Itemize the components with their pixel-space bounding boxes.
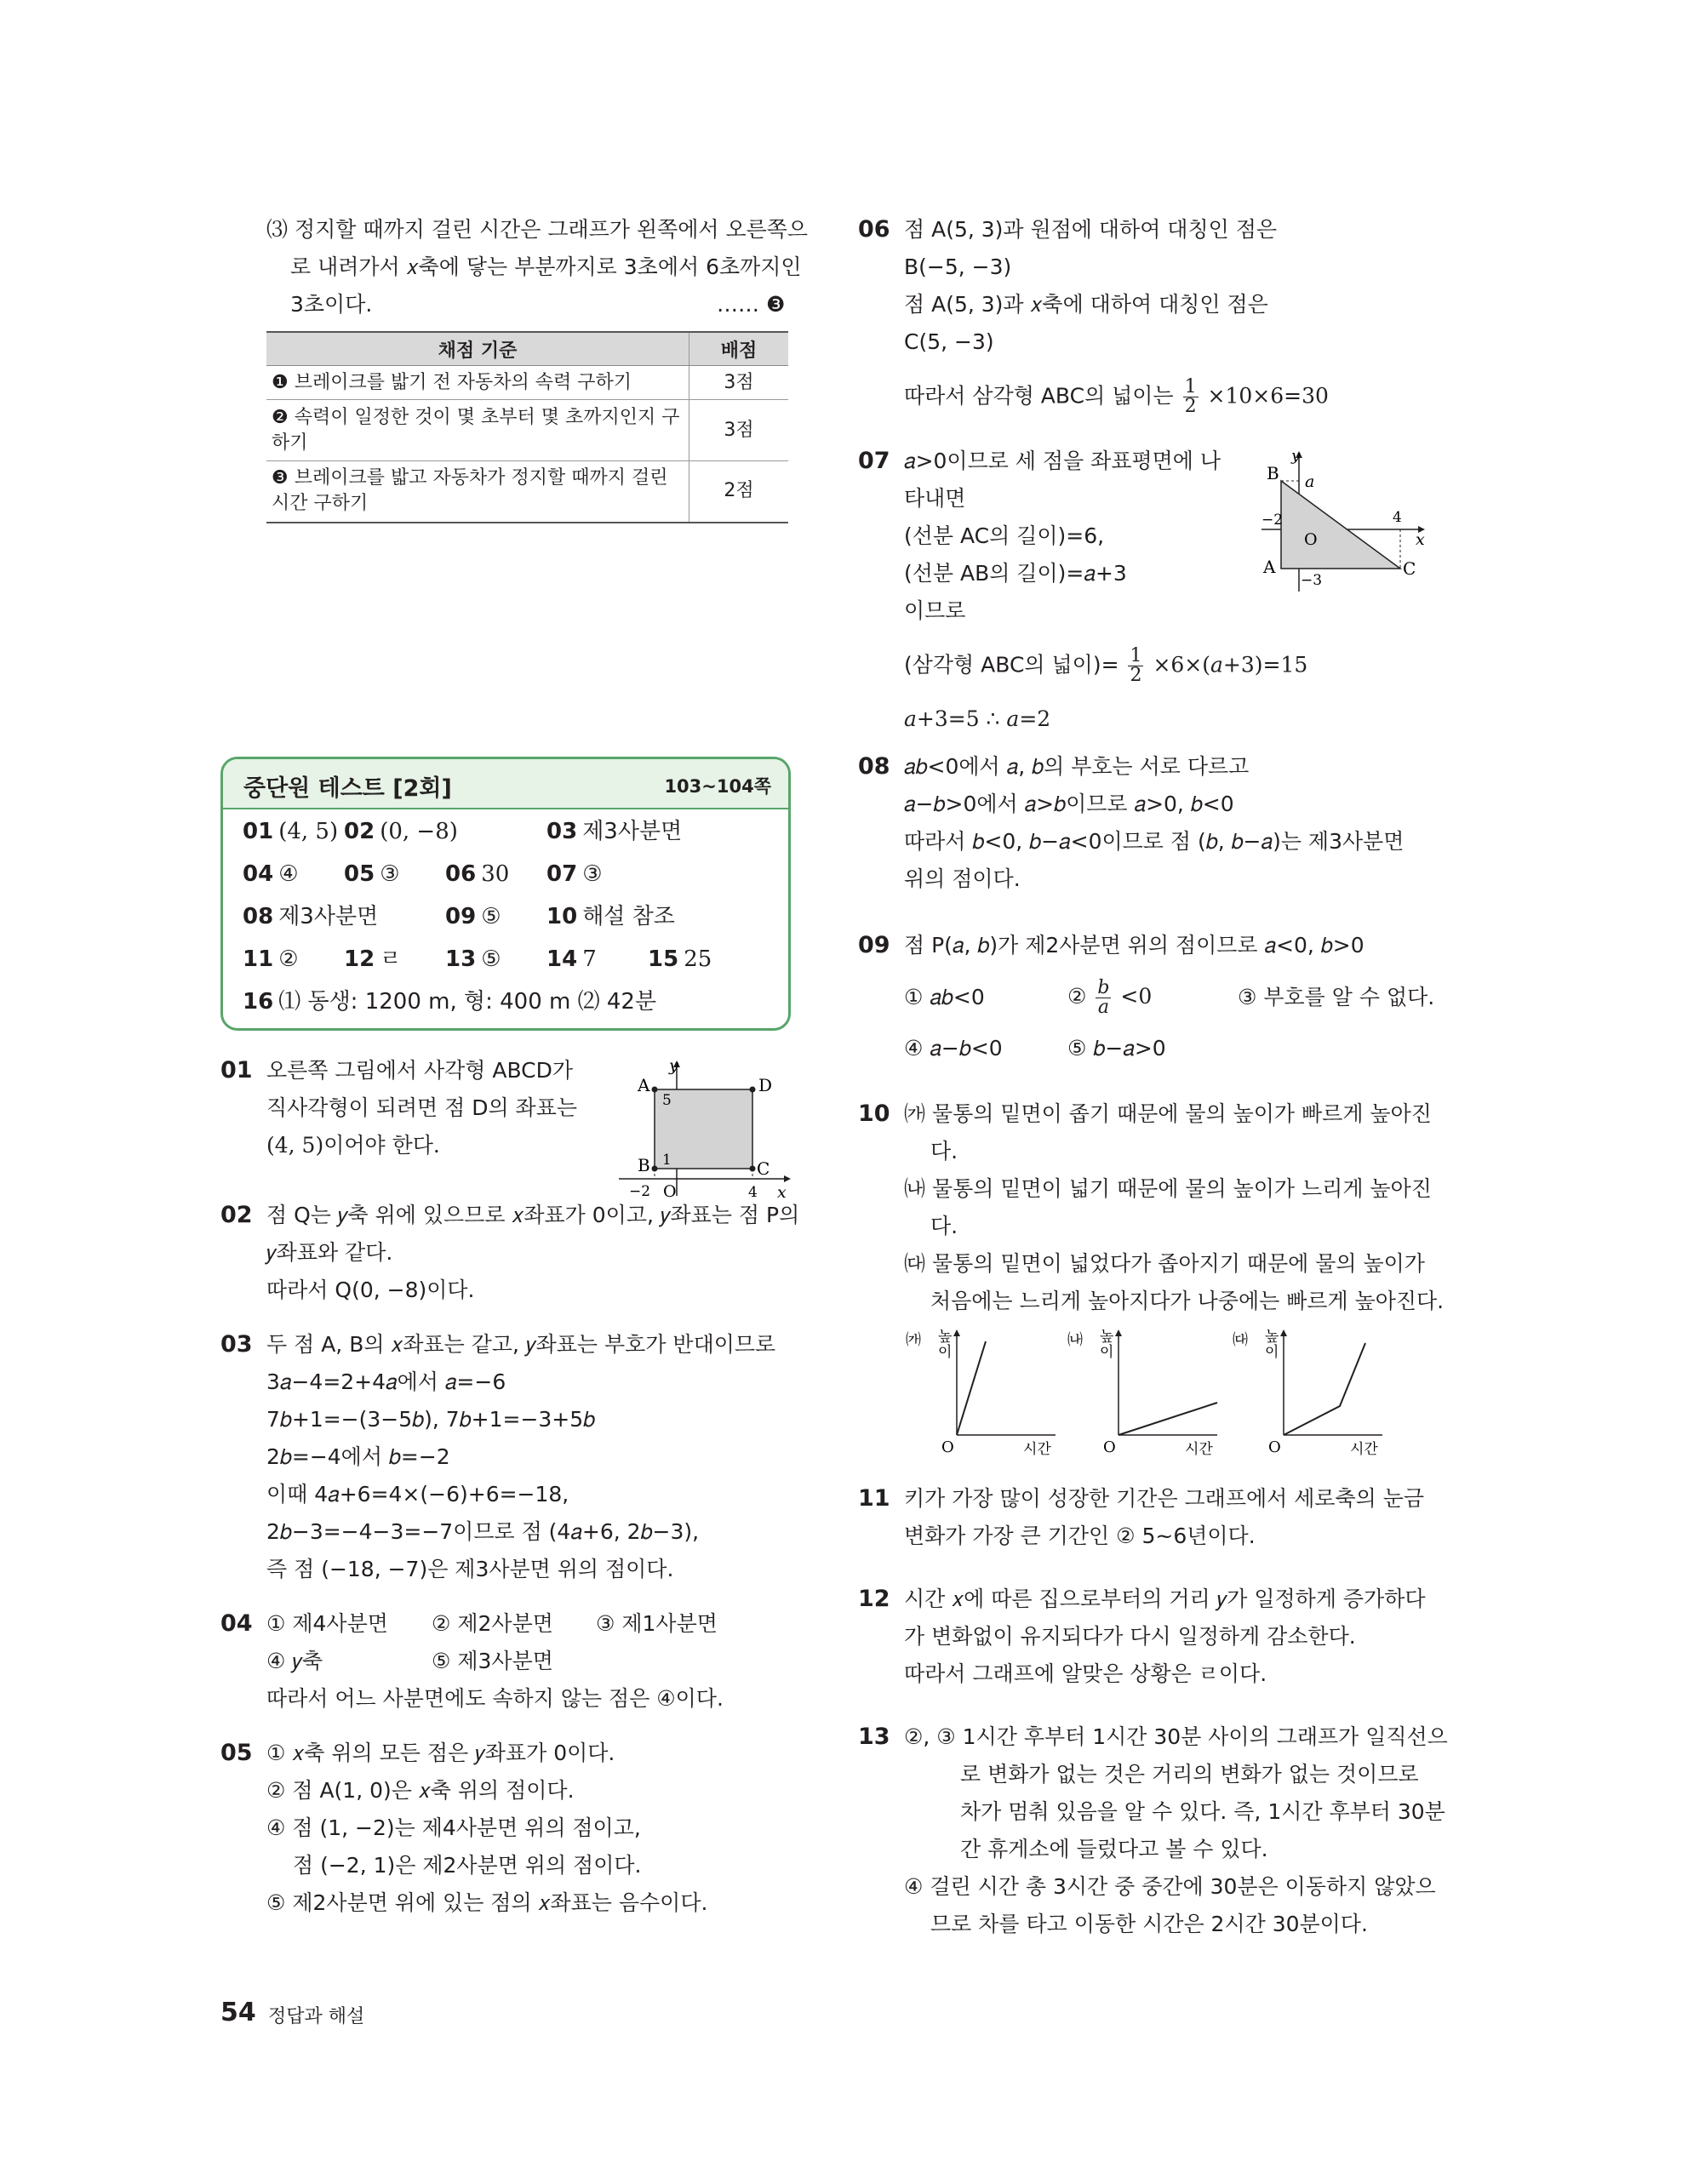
fig01-1: 1 [662,1152,672,1169]
answer-item: 12 ㄹ [344,946,402,972]
question-number: 07 [858,448,890,474]
fig07-B: B [1267,463,1279,483]
solution-line: ④ 점 (1, −2)는 제4사분면 위의 점이고, [266,1815,641,1840]
solution-line: 변화가 가장 큰 기간인 ② 5~6년이다. [904,1524,1256,1548]
solution-line: 오른쪽 그림에서 사각형 ABCD가 [266,1058,574,1083]
score-points: 3점 [689,366,789,400]
option-item: ② $\frac{\text{𝑏}}{\text{𝑎}}$ <0 [1067,976,1153,1018]
solution-line: (선분 AC의 길이)=6, [904,523,1105,548]
option-item: ④ 𝑦축 [266,1649,323,1673]
question-number: 04 [220,1610,253,1637]
solution-line: 시간 𝑥에 따른 집으로부터의 거리 𝑦가 일정하게 증가하다 [904,1587,1426,1611]
option-item: ② 제2사분면 [432,1611,553,1636]
answer-item: 08 제3사분면 [243,904,379,929]
page-number: 54 [220,1998,256,2027]
answer-item: 10 해설 참조 [546,904,675,929]
solution-line: 따라서 삼각형 ABC의 넓이는 $\frac{1}{2}$ ×10×6=30 [904,376,1329,417]
score-criterion: ❶ 브레이크를 밟기 전 자동차의 속력 구하기 [266,366,689,400]
fig07-y: y [1291,447,1301,465]
solution-line: 두 점 A, B의 𝑥좌표는 같고, 𝑦좌표는 부호가 반대이므로 [266,1332,776,1357]
footer-label: 정답과 해설 [268,2006,365,2027]
solution-line: 7𝑏+1=−(3−5𝑏), 7𝑏+1=−3+5𝑏 [266,1407,596,1432]
svg-text:높: 높 [1265,1329,1279,1346]
svg-text:이: 이 [938,1344,953,1361]
solution-line: ② 점 A(1, 0)은 𝑥축 위의 점이다. [266,1778,575,1803]
solution-line: 이때 4𝑎+6=4×(−6)+6=−18, [266,1482,569,1507]
solution-line: 𝑎𝑏<0에서 𝑎, 𝑏의 부호는 서로 다르고 [904,754,1250,779]
option-item: ③ 부호를 알 수 없다. [1238,985,1435,1009]
answer-item: 11 ② [243,946,299,972]
table-row [266,366,788,400]
question-number: 08 [858,753,890,780]
svg-text:이: 이 [1100,1344,1114,1361]
svg-text:O: O [941,1438,954,1456]
test-box-header [223,759,788,809]
solution-line: 간 휴게소에 들렀다고 볼 수 있다. [960,1837,1268,1861]
fig01-C: C [757,1158,770,1179]
fig01-A: A [638,1075,650,1095]
fraction: $\frac{\text{𝑏}}{\text{𝑎}}$ [1097,976,1110,1018]
solution-line: 직사각형이 되려면 점 D의 좌표는 [266,1095,577,1120]
solution-line: 점 Q는 𝑦축 위에 있으므로 𝑥좌표가 0이고, 𝑦좌표는 점 P의 [266,1203,800,1227]
solution-line: 𝑎−𝑏>0에서 𝑎>𝑏이므로 𝑎>0, 𝑏<0 [904,792,1234,816]
answer-item: 01 (4, 5) [243,819,339,844]
fig07-a: a [1305,472,1315,491]
solution-line: 점 A(5, 3)과 𝑥축에 대하여 대칭인 점은 [904,292,1268,317]
solution-line: 2𝑏=−4에서 𝑏=−2 [266,1444,450,1469]
fig07-x: x [1416,530,1425,549]
table-row [266,400,788,461]
solution-line: B(−5, −3) [904,254,1012,279]
solution-line: 위의 점이다. [904,866,1021,891]
prev-line-1: ⑶ 정지할 때까지 걸린 시간은 그래프가 왼쪽에서 오른쪽으 [266,217,809,242]
answer-item: 04 ④ [243,861,299,887]
option-item: ⑤ 𝑏−𝑎>0 [1067,1036,1166,1061]
solution-line: 점 P(𝑎, 𝑏)가 제2사분면 위의 점이므로 𝑎<0, 𝑏>0 [904,933,1364,958]
svg-text:이: 이 [1265,1344,1279,1361]
score-points: 2점 [689,461,789,523]
solution-line: ②, ③ 1시간 후부터 1시간 30분 사이의 그래프가 일직선으 [904,1724,1448,1749]
solution-line: ㈎ 물통의 밑면이 좁기 때문에 물의 높이가 빠르게 높아진 [904,1101,1432,1126]
fig07-O: O [1304,530,1318,549]
answer-item: 02 (0, −8) [344,819,458,844]
option-item: ④ 𝑎−𝑏<0 [904,1036,1003,1061]
svg-text:O: O [1268,1438,1281,1456]
solution-line: 점 A(5, 3)과 원점에 대하여 대칭인 점은 [904,217,1277,242]
solution-line: ④ 걸린 시간 총 3시간 중 중간에 30분은 이동하지 않았으 [904,1874,1436,1899]
question-number: 06 [858,216,890,243]
solution-line: 로 변화가 없는 것은 거리의 변화가 없는 것이므로 [960,1762,1419,1787]
question-number: 01 [220,1057,253,1083]
fig01-D: D [758,1075,773,1095]
solution-line: C(5, −3) [904,329,994,354]
fig01-5: 5 [662,1092,672,1109]
answer-item: 06 30 [445,861,510,887]
solution-line: 점 (−2, 1)은 제2사분면 위의 점이다. [293,1853,642,1878]
fig01-x: x [777,1183,787,1202]
fig07-C: C [1403,558,1416,579]
option-item: ① 제4사분면 [266,1611,388,1636]
fig07-m3: −3 [1301,572,1323,589]
question-number: 11 [858,1485,890,1512]
solution-line: 타내면 [904,486,966,511]
svg-text:㈎: ㈎ [906,1331,921,1349]
answer-item: 16 ⑴ 동생: 1200 m, 형: 400 m ⑵ 42분 [243,989,657,1015]
fig01-m2: −2 [629,1183,651,1200]
score-table [266,331,788,523]
option-item: ① 𝑎𝑏<0 [904,985,985,1009]
solution-line: 가 변화없이 유지되다가 다시 일정하게 감소한다. [904,1624,1356,1649]
solution-line: ① 𝑥축 위의 모든 점은 𝑦좌표가 0이다. [266,1741,615,1765]
score-criterion: ❸ 브레이크를 밟고 자동차가 정지할 때까지 걸린 시간 구하기 [266,461,689,523]
score-points: 3점 [689,400,789,461]
solution-line: 3𝑎−4=2+4𝑎에서 𝑎=−6 [266,1369,506,1394]
fig01-4: 4 [748,1184,758,1201]
solution-line: 차가 멈춰 있음을 알 수 있다. 즉, 1시간 후부터 30분 [960,1799,1445,1824]
option-item: ③ 제1사분면 [596,1611,718,1636]
fig01-O: O [663,1182,677,1201]
fig07-4: 4 [1393,509,1402,526]
svg-text:㈐: ㈐ [1233,1331,1248,1349]
solution-line: ⑤ 제2사분면 위에 있는 점의 𝑥좌표는 음수이다. [266,1890,708,1915]
solution-line: 므로 차를 타고 이동한 시간은 2시간 30분이다. [930,1912,1368,1936]
table-row [266,461,788,523]
solution-line: 따라서 Q(0, −8)이다. [266,1278,475,1302]
solution-line: ㈐ 물통의 밑면이 넓었다가 좁아지기 때문에 물의 높이가 [904,1251,1425,1276]
solution-line: 키가 가장 많이 성장한 기간은 그래프에서 세로축의 눈금 [904,1486,1425,1511]
rectangle-abcd-figure [617,1055,792,1202]
svg-text:시간: 시간 [1185,1441,1213,1456]
question-number: 02 [220,1202,253,1228]
fig01-B: B [638,1155,650,1175]
answer-item: 07 ③ [546,861,603,887]
solution-line: (4, 5)이어야 한다. [266,1133,440,1158]
water-height-graph-da [1231,1324,1388,1456]
svg-text:높: 높 [1100,1329,1114,1346]
solution-line: 다. [930,1139,958,1163]
answer-item: 13 ⑤ [445,946,501,972]
svg-text:㈏: ㈏ [1067,1331,1083,1349]
solution-line: 𝑎+3=5 ∴ 𝑎=2 [904,706,1051,731]
svg-text:시간: 시간 [1350,1441,1378,1456]
svg-text:시간: 시간 [1023,1441,1051,1456]
score-criterion: ❷ 속력이 일정한 것이 몇 초부터 몇 초까지인지 구하기 [266,400,689,461]
prev-line-2: 로 내려가서 𝑥축에 닿는 부분까지로 3초에서 6초까지인 [290,254,802,279]
answer-item: 03 제3사분면 [546,819,683,844]
svg-text:O: O [1103,1438,1116,1456]
test-box-title: 중단원 테스트 [2회] [243,775,452,802]
answer-item: 09 ⑤ [445,904,501,929]
prev-step-mark: …… ❸ [717,292,786,317]
solution-line: 𝑦좌표와 같다. [266,1240,393,1265]
fraction: $\frac{1}{2}$ [1130,645,1142,686]
solution-line: 따라서 𝑏<0, 𝑏−𝑎<0이므로 점 (𝑏, 𝑏−𝑎)는 제3사분면 [904,829,1405,854]
answer-item: 05 ③ [344,861,400,887]
prev-line-3: 3초이다. [290,292,373,317]
solution-line: 이므로 [904,598,966,623]
solution-line: ㈏ 물통의 밑면이 넓기 때문에 물의 높이가 느리게 높아진 [904,1176,1432,1201]
question-number: 09 [858,932,890,958]
score-header-points: 배점 [689,332,789,366]
svg-text:높: 높 [938,1329,953,1346]
fig07-m2: −2 [1262,512,1284,529]
question-number: 13 [858,1724,890,1750]
solution-line: 따라서 어느 사분면에도 속하지 않는 점은 ④이다. [266,1686,724,1711]
water-height-graph-ga [904,1324,1061,1456]
fig07-A: A [1263,557,1276,577]
solution-line: (선분 AB의 길이)=𝑎+3 [904,561,1127,586]
triangle-abc-figure [1260,447,1430,596]
water-height-graph-na [1066,1324,1223,1456]
question-number: 12 [858,1586,890,1612]
fig01-y: y [669,1056,678,1075]
solution-line: 𝑎>0이므로 세 점을 좌표평면에 나 [904,449,1221,473]
answer-item: 14 7 [546,946,597,972]
answer-item: 15 25 [648,946,712,972]
fraction: $\frac{1}{2}$ [1184,376,1197,417]
question-number: 10 [858,1101,890,1127]
solution-line: 따라서 그래프에 알맞은 상황은 ㄹ이다. [904,1661,1267,1686]
solution-line: (삼각형 ABC의 넓이)= $\frac{1}{2}$ ×6×(𝑎+3)=15 [904,645,1308,686]
option-item: ⑤ 제3사분면 [432,1649,553,1673]
solution-line: 다. [930,1214,958,1238]
solution-line: 즉 점 (−18, −7)은 제3사분면 위의 점이다. [266,1557,674,1581]
question-number: 05 [220,1740,253,1766]
question-number: 03 [220,1331,253,1358]
solution-line: 2𝑏−3=−4−3=−7이므로 점 (4𝑎+6, 2𝑏−3), [266,1519,700,1544]
test-box-pages: 103~104쪽 [664,776,771,797]
score-header-criterion: 채점 기준 [266,332,689,366]
solution-line: 처음에는 느리게 높아지다가 나중에는 빠르게 높아진다. [930,1289,1445,1313]
